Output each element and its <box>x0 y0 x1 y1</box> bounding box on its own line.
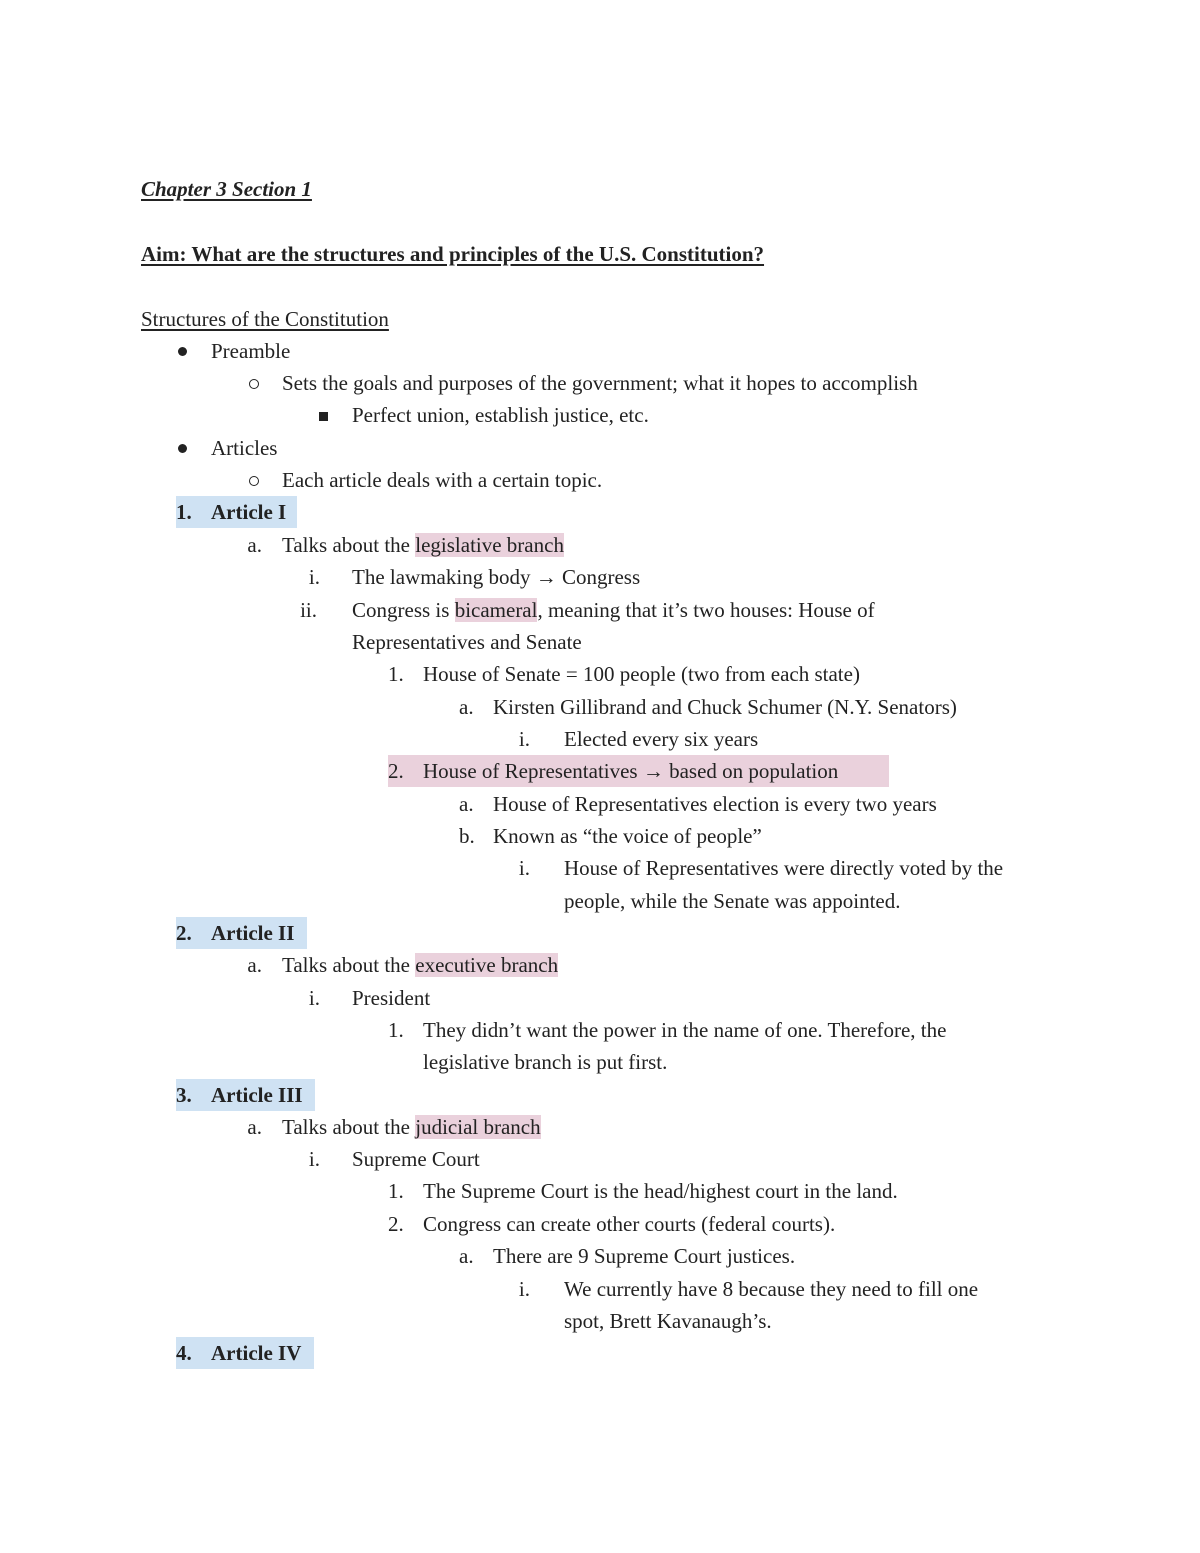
bullet-square-icon <box>319 412 328 421</box>
list-item-articles-topic: Each article deals with a certain topic. <box>282 468 603 492</box>
list-marker: 2. <box>388 1212 404 1236</box>
list-marker: 1. <box>388 662 404 686</box>
list-item-house-reps <box>388 755 889 787</box>
list-item-executive <box>282 949 558 981</box>
list-item-nine-justices: There are 9 Supreme Court justices. <box>493 1244 796 1268</box>
list-marker: a. <box>247 533 262 557</box>
list-marker: a. <box>247 953 262 977</box>
bullet-circle-icon <box>249 476 259 486</box>
highlight-text: bicameral <box>454 598 538 622</box>
list-item-judicial <box>282 1111 541 1143</box>
bullet-disc-icon <box>178 347 187 356</box>
list-item-direct-vote: House of Representatives were directly voted by the <box>564 856 1004 880</box>
item-text: Talks about the <box>282 953 416 977</box>
list-item-preamble-examples: Perfect union, establish justice, etc. <box>352 403 649 427</box>
article-3-heading <box>176 1079 315 1111</box>
chapter-title: Chapter 3 Section 1 <box>141 177 312 201</box>
article-title: Article I <box>211 500 287 524</box>
list-item-highest-court: The Supreme Court is the head/highest court in the land. <box>423 1179 898 1203</box>
list-item-senate: House of Senate = 100 people (two from each state) <box>423 662 860 686</box>
list-item-supreme-court: Supreme Court <box>352 1147 480 1171</box>
list-item-bicameral-cont: Representatives and Senate <box>352 630 582 654</box>
list-marker: b. <box>459 824 475 848</box>
list-marker: 3. <box>176 1083 192 1107</box>
list-item-president: President <box>352 986 431 1010</box>
list-marker: a. <box>247 1115 262 1139</box>
list-item-two-years: House of Representatives election is every two years <box>493 792 937 816</box>
list-marker: 1. <box>176 500 192 524</box>
list-item-legislative <box>282 529 564 561</box>
list-item-ny-senators: Kirsten Gillibrand and Chuck Schumer (N.Y. Senators) <box>493 695 957 719</box>
article-title: Article III <box>211 1083 303 1107</box>
list-item-power: They didn’t want the power in the name of one. Therefore, the <box>423 1018 947 1042</box>
item-text: House of Representatives → based on population <box>423 759 839 783</box>
aim-heading: Aim: What are the structures and principles of the U.S. Constitution? <box>141 242 765 266</box>
list-marker: 1. <box>388 1018 404 1042</box>
list-item-six-years: Elected every six years <box>564 727 759 751</box>
list-item-federal-courts: Congress can create other courts (federal courts). <box>423 1212 836 1236</box>
list-marker: 2. <box>176 921 192 945</box>
list-marker: a. <box>459 1244 474 1268</box>
bullet-disc-icon <box>178 444 187 453</box>
list-item-eight-justices-cont: spot, Brett Kavanaugh’s. <box>564 1309 772 1333</box>
list-marker: i. <box>308 986 320 1010</box>
article-2-heading <box>176 917 307 949</box>
article-4-heading <box>176 1337 314 1369</box>
list-marker: 1. <box>388 1179 404 1203</box>
list-item-power-cont: legislative branch is put first. <box>423 1050 668 1074</box>
article-title: Article II <box>211 921 295 945</box>
item-text: Talks about the <box>282 533 416 557</box>
list-marker: i. <box>518 727 530 751</box>
list-marker: 2. <box>388 759 404 783</box>
highlight-text: legislative branch <box>415 533 564 557</box>
highlight-text: judicial branch <box>415 1115 541 1139</box>
bullet-circle-icon <box>249 379 259 389</box>
item-text: Talks about the <box>282 1115 416 1139</box>
item-text: , meaning that it’s two houses: House of <box>537 598 875 622</box>
list-item-preamble: Preamble <box>211 339 291 363</box>
list-item-voice: Known as “the voice of people” <box>493 824 762 848</box>
list-marker: i. <box>308 565 320 589</box>
article-title: Article IV <box>211 1341 302 1365</box>
list-marker: a. <box>459 695 474 719</box>
highlight-text: executive branch <box>415 953 559 977</box>
item-text: Congress is <box>352 598 455 622</box>
list-item-articles: Articles <box>211 436 278 460</box>
list-marker: i. <box>518 1277 530 1301</box>
list-marker: i. <box>308 1147 320 1171</box>
article-1-heading <box>176 496 297 528</box>
list-item-direct-vote-cont: people, while the Senate was appointed. <box>564 889 901 913</box>
list-item-bicameral <box>352 594 875 626</box>
list-marker: a. <box>459 792 474 816</box>
list-item-preamble-goals: Sets the goals and purposes of the government; what it hopes to accomplish <box>282 371 918 395</box>
list-item-lawmaking: The lawmaking body → Congress <box>352 565 641 589</box>
list-marker: ii. <box>300 598 317 622</box>
list-marker: i. <box>518 856 530 880</box>
structures-subheading: Structures of the Constitution <box>141 307 389 331</box>
list-marker: 4. <box>176 1341 192 1365</box>
list-item-eight-justices: We currently have 8 because they need to fill one <box>564 1277 979 1301</box>
